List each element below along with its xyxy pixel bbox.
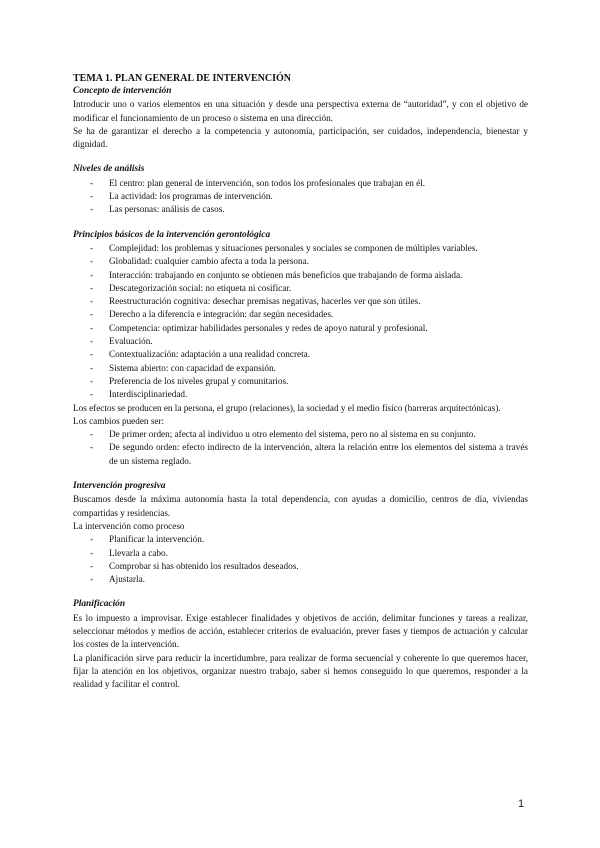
list-item: - Sistema abierto: con capacidad de expansión. — [73, 362, 528, 375]
planificacion-paragraph-1: Es lo impuesto a improvisar. Exige establecer finalidades y objetivos de acción, delimitar funciones y tareas a realizar, seleccionar métodos y medios de acción, establecer criterios de evaluación, prever fases y tiempos de actuación y calcular los costes de la intervención. — [73, 612, 528, 650]
list-item: - Ajustarla. — [73, 573, 528, 586]
efectos-paragraph: Los efectos se producen en la persona, el grupo (relaciones), la sociedad y el medio físico (barreras arquitectónicas). — [73, 402, 501, 413]
list-item: - Contextualización: adaptación a una realidad concreta. — [73, 348, 528, 361]
list-item: - De primer orden; afecta al individuo u otro elemento del sistema, pero no al sistema en su conjunto. — [73, 428, 528, 441]
list-item: - Las personas: análisis de casos. — [73, 203, 528, 216]
concepto-paragraph-2: Se ha de garantizar el derecho a la competencia y autonomía, participación, ser cuidados, independencia, bienestar y dignidad. — [73, 125, 528, 150]
list-item: - Planificar la intervención. — [73, 533, 528, 546]
list-item: - Llevarla a cabo. — [73, 547, 528, 560]
page-number: 1 — [518, 798, 525, 810]
list-item: - Preferencia de los niveles grupal y comunitarios. — [73, 375, 528, 388]
list-item: - Descategorización social: no etiqueta ni cosificar. — [73, 282, 528, 295]
list-item: - Competencia: optimizar habilidades personales y redes de apoyo natural y profesional. — [73, 322, 528, 335]
cambios-list — [73, 428, 528, 468]
niveles-heading: Niveles de análisis — [73, 164, 145, 175]
list-item: - Comprobar si has obtenido los resultados deseados. — [73, 560, 528, 573]
document-title: TEMA 1. PLAN GENERAL DE INTERVENCIÓN — [73, 73, 292, 84]
cambios-intro: Los cambios pueden ser: — [73, 415, 165, 426]
principios-list — [73, 242, 528, 402]
planificacion-paragraph-2: La planificación sirve para reducir la incertidumbre, para realizar de forma secuencial y coherente lo que queremos hacer, fijar la atención en los objetivos, organizar nuestro trabajo, saber si hemos conseguido lo que queremos, responder a la realidad y facilitar el control. — [73, 652, 528, 690]
list-item: - Reestructuración cognitiva: desechar premisas negativas, hacerles ver que son útiles. — [73, 295, 528, 308]
list-item: - Interdisciplinariedad. — [73, 388, 528, 401]
niveles-list — [73, 177, 528, 217]
progresiva-heading: Intervención progresiva — [73, 481, 166, 492]
list-item: - Derecho a la diferencia e integración: dar según necesidades. — [73, 308, 528, 321]
list-item: - De segundo orden: efecto indirecto de la intervención, altera la relación entre los elementos del sistema a través de un sistema reglado. — [73, 441, 528, 468]
planificacion-heading: Planificación — [73, 599, 126, 610]
concepto-heading: Concepto de intervención — [73, 86, 172, 96]
list-item: - La actividad: los programas de intervención. — [73, 190, 528, 203]
document-page — [73, 72, 528, 691]
list-item: - Interacción: trabajando en conjunto se obtienen más beneficios que trabajando de forma aislada. — [73, 269, 528, 282]
progresiva-paragraph-1: Buscamos desde la máxima autonomía hasta la total dependencia, con ayudas a domicilio, centros de día, viviendas compartidas y residencias. — [73, 494, 528, 518]
progresiva-list — [73, 533, 528, 586]
principios-heading: Principios básicos de la intervención gerontológica — [73, 229, 271, 240]
progresiva-paragraph-2: La intervención como proceso — [73, 520, 185, 531]
list-item: - Complejidad: los problemas y situaciones personales y sociales se componen de múltiples variables. — [73, 242, 528, 255]
list-item: - Globalidad: cualquier cambio afecta a toda la persona. — [73, 255, 528, 268]
list-item: - El centro: plan general de intervención, son todos los profesionales que trabajan en él. — [73, 177, 528, 190]
concepto-paragraph-1: Introducir uno o varios elementos en una situación y desde una perspectiva externa de “autoridad”, y con el objetivo de modificar el funcionamiento de un proceso o sistema en una dirección. — [73, 99, 528, 123]
list-item: - Evaluación. — [73, 335, 528, 348]
